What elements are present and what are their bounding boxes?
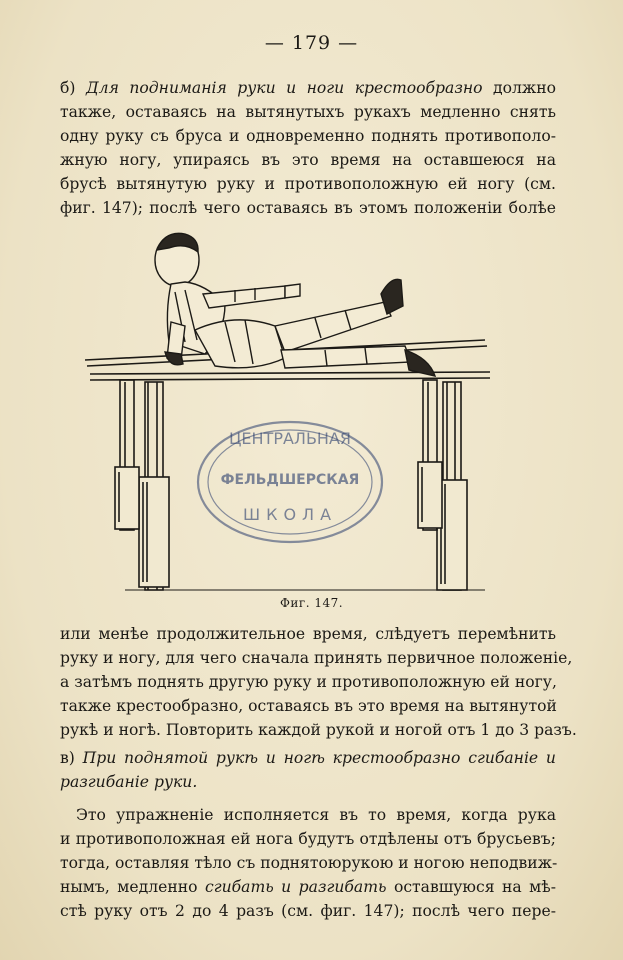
text-line: должно [492,79,556,97]
paragraph-b-first-line [60,76,556,100]
text-line: рукѣ и ногѣ. Повторить каждой рукой и ногой отъ 1 до 3 разъ. [60,721,577,739]
text-line: также, оставаясь на вытянутыхъ рукахъ медленно снять [60,103,556,121]
stamp-top-text: ЦЕНТРАЛЬНАЯ [228,429,352,448]
parallel-bars [85,340,490,590]
text-line: стѣ руку отъ 2 до 4 разъ (см. фиг. 147); послѣ чего пере- [60,902,556,920]
text-line: или менѣе продолжительное время, слѣдуетъ перемѣнить [60,625,556,643]
paragraph-last [60,803,556,923]
stamp-bottom-text: ШКОЛА [242,505,338,524]
text-line: брусѣ вытянутую руку и противоположную ей ногу (см. [60,175,556,193]
text-line: тогда, оставляя тѣло съ поднятоюрукою и ногою неподвиж- [60,854,558,872]
stamp-middle-text: ФЕЛЬДШЕРСКАЯ [220,472,360,488]
text-line: одну руку съ бруса и одновременно поднять противополо- [60,127,556,145]
text-fragment: оставшуюся на мѣ- [393,878,556,896]
page-number: — 179 — [264,32,359,54]
paragraph-b-marker: б) [60,79,76,97]
figure-caption: Фиг. 147. [279,596,344,610]
text-line: жную ногу, упираясь въ это время на оставшеюся на [60,151,556,169]
text-line: Это упражненіе исполняется въ то время, когда рука [76,806,556,824]
paragraph-continuation [60,622,577,742]
paragraph-v-first-line [60,746,556,770]
text-fragment: нымъ, медленно [60,878,198,896]
text-line: также крестообразно, оставаясь въ это время на вытянутой [60,697,557,715]
text-line: а затѣмъ поднять другую руку и противоположную ей ногу, [60,673,557,691]
text-line: фиг. 147); послѣ чего оставаясь въ этомъ положеніи болѣе [60,199,556,217]
paragraph-v-marker: в) [60,749,75,767]
italic-phrase: сгибать и разгибать [204,878,387,896]
text-line: руку и ногу, для чего сначала принять первичное положеніе, [60,649,573,667]
figure-147-illustration [85,222,495,592]
paragraph-b-title: Для подниманія руки и ноги крестообразно [85,79,483,97]
paragraph-v-title: При поднятой рукѣ и ногѣ крестообразно сгибаніе и [82,749,556,767]
paragraph-v-heading [60,746,556,794]
text-line-with-italic [60,875,556,899]
paragraph-b [60,76,556,220]
paragraph-v-title-cont: разгибаніе руки. [60,773,198,791]
text-line: и противоположная ей нога будутъ отдѣлены отъ брусьевъ; [60,830,556,848]
